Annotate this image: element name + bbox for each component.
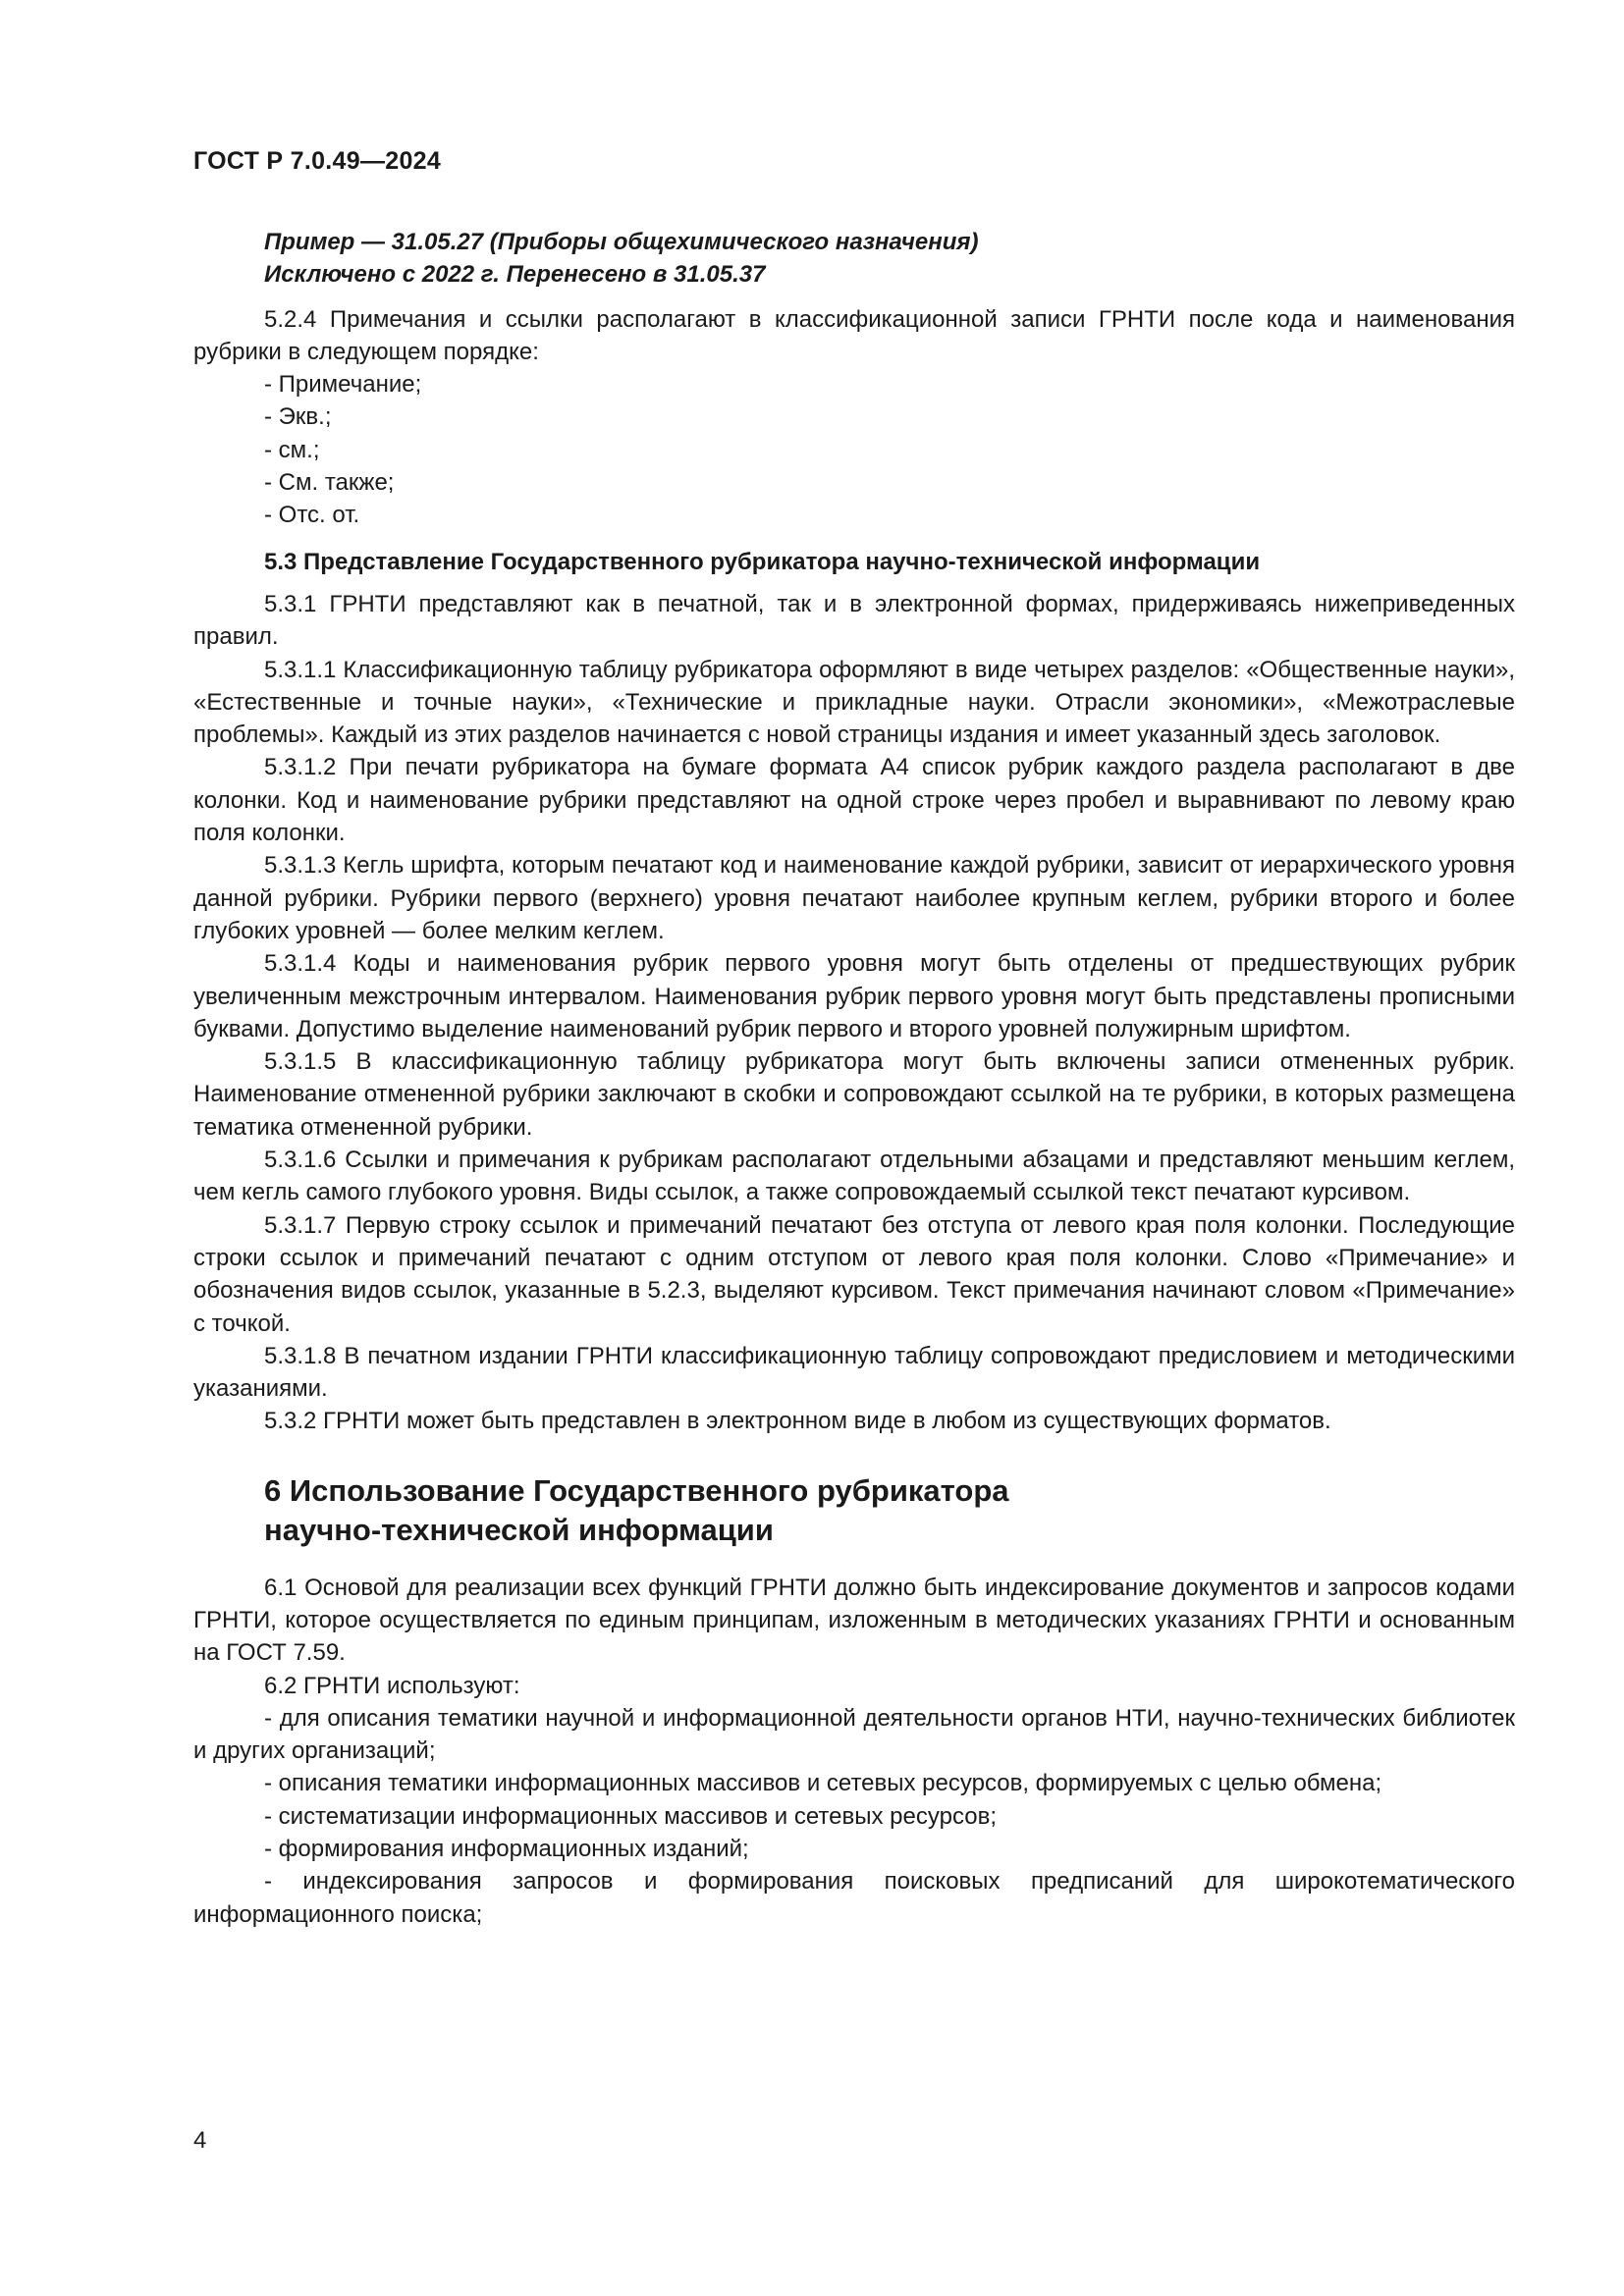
paragraph-5-3-2: 5.3.2 ГРНТИ может быть представлен в электронном виде в любом из существующих форматов. (264, 1408, 1331, 1435)
list-item: - См. также; (264, 469, 395, 497)
paragraph-5-3-1-8: 5.3.1.8 В печатном издании ГРНТИ классификационную таблицу сопровождают предисловием и методическими указаниями. (193, 1342, 1515, 1403)
list-item: - формирования информационных изданий; (264, 1836, 749, 1863)
page-content (193, 226, 1515, 1931)
list-item: - описания тематики информационных массивов и сетевых ресурсов, формируемых с целью обмена; (264, 1770, 1382, 1797)
chapter-heading-6 (193, 1471, 1515, 1550)
list-item: - систематизации информационных массивов и сетевых ресурсов; (264, 1802, 997, 1830)
example-line-1: Пример — 31.05.27 (Приборы общехимического назначения) (264, 229, 979, 255)
list-item: - см.; (264, 436, 320, 463)
paragraph-5-3-1-5: 5.3.1.5 В классификационную таблицу рубрикатора могут быть включены записи отмененных рубрик. Наименование отмененной рубрики заключают в скобки и сопровождают ссылкой на те рубрики, в которых размещена тематика отмененной рубрики. (193, 1048, 1515, 1141)
list-item: - Экв.; (264, 403, 332, 431)
example-line-2: Исключено с 2022 г. Перенесено в 31.05.37 (264, 261, 766, 289)
list-item: - Примечание; (264, 371, 422, 399)
paragraph-5-3-1-3: 5.3.1.3 Кегль шрифта, которым печатают код и наименование каждой рубрики, зависит от иерархического уровня данной рубрики. Рубрики первого (верхнего) уровня печатают наиболее крупным кеглем, рубрики второго и более глубоких уровней — более мелким кеглем. (193, 852, 1515, 944)
chapter-heading-line-2: научно-технической информации (264, 1512, 774, 1547)
paragraph-5-3-1-7: 5.3.1.7 Первую строку ссылок и примечаний печатают без отступа от левого края поля колонки. Последующие строки ссылок и примечаний печатают с одним отступом от левого края поля колонки. Слово «Примечание» и обозначения видов ссылок, указанные в 5.2.3, выделяют курсивом. Текст примечания начинают словом «Примечание» с точкой. (193, 1211, 1515, 1337)
paragraph-5-2-4: 5.2.4 Примечания и ссылки располагают в классификационной записи ГРНТИ после кода и наименования рубрики в следующем порядке: (193, 305, 1515, 365)
page-number: 4 (193, 2127, 207, 2154)
paragraph-5-3-1-1: 5.3.1.1 Классификационную таблицу рубрикатора оформляют в виде четырех разделов: «Общественные науки», «Естественные и точные науки», «Технические и прикладные науки. Отрасли экономики», «Межотраслевые проблемы». Каждый из этих разделов начинается с новой страницы издания и имеет указанный здесь заголовок. (193, 656, 1515, 749)
document-code-header: ГОСТ Р 7.0.49—2024 (193, 147, 442, 175)
paragraph-6-2: 6.2 ГРНТИ используют: (264, 1672, 520, 1699)
paragraph-5-3-1-6: 5.3.1.6 Ссылки и примечания к рубрикам располагают отдельными абзацами и представляют меньшим кеглем, чем кегль самого глубокого уровня. Виды ссылок, а также сопровождаемый ссылкой текст печатают курсивом. (193, 1147, 1515, 1206)
section-heading-5-3: 5.3 Представление Государственного рубрикатора научно-технической информации (264, 548, 1261, 575)
list-item: - Отс. от. (264, 502, 360, 529)
paragraph-6-1: 6.1 Основой для реализации всех функций ГРНТИ должно быть индексирование документов и запросов кодами ГРНТИ, которое осуществляется по единым принципам, изложенным в методических указаниях ГРНТИ и основанным на ГОСТ 7.59. (193, 1574, 1515, 1667)
list-item: - индексирования запросов и формирования поисковых предписаний для широкотематического информационного поиска; (193, 1868, 1515, 1928)
paragraph-5-3-1: 5.3.1 ГРНТИ представляют как в печатной, так и в электронной формах, придерживаясь нижеприведенных правил. (193, 590, 1515, 651)
chapter-heading-line-1: 6 Использование Государственного рубрикатора (264, 1472, 1009, 1508)
paragraph-5-3-1-2: 5.3.1.2 При печати рубрикатора на бумаге формата А4 список рубрик каждого раздела располагают в две колонки. Код и наименование рубрики представляют на одной строке через пробел и выравнивают по левому краю поля колонки. (193, 754, 1515, 847)
paragraph-5-3-1-4: 5.3.1.4 Коды и наименования рубрик первого уровня могут быть отделены от предшествующих рубрик увеличенным межстрочным интервалом. Наименования рубрик первого уровня могут быть представлены прописными буквами. Допустимо выделение наименований рубрик первого и второго уровней полужирным шрифтом. (193, 950, 1515, 1042)
list-item: - для описания тематики научной и информационной деятельности органов НТИ, научно-технических библиотек и других организаций; (193, 1704, 1515, 1765)
